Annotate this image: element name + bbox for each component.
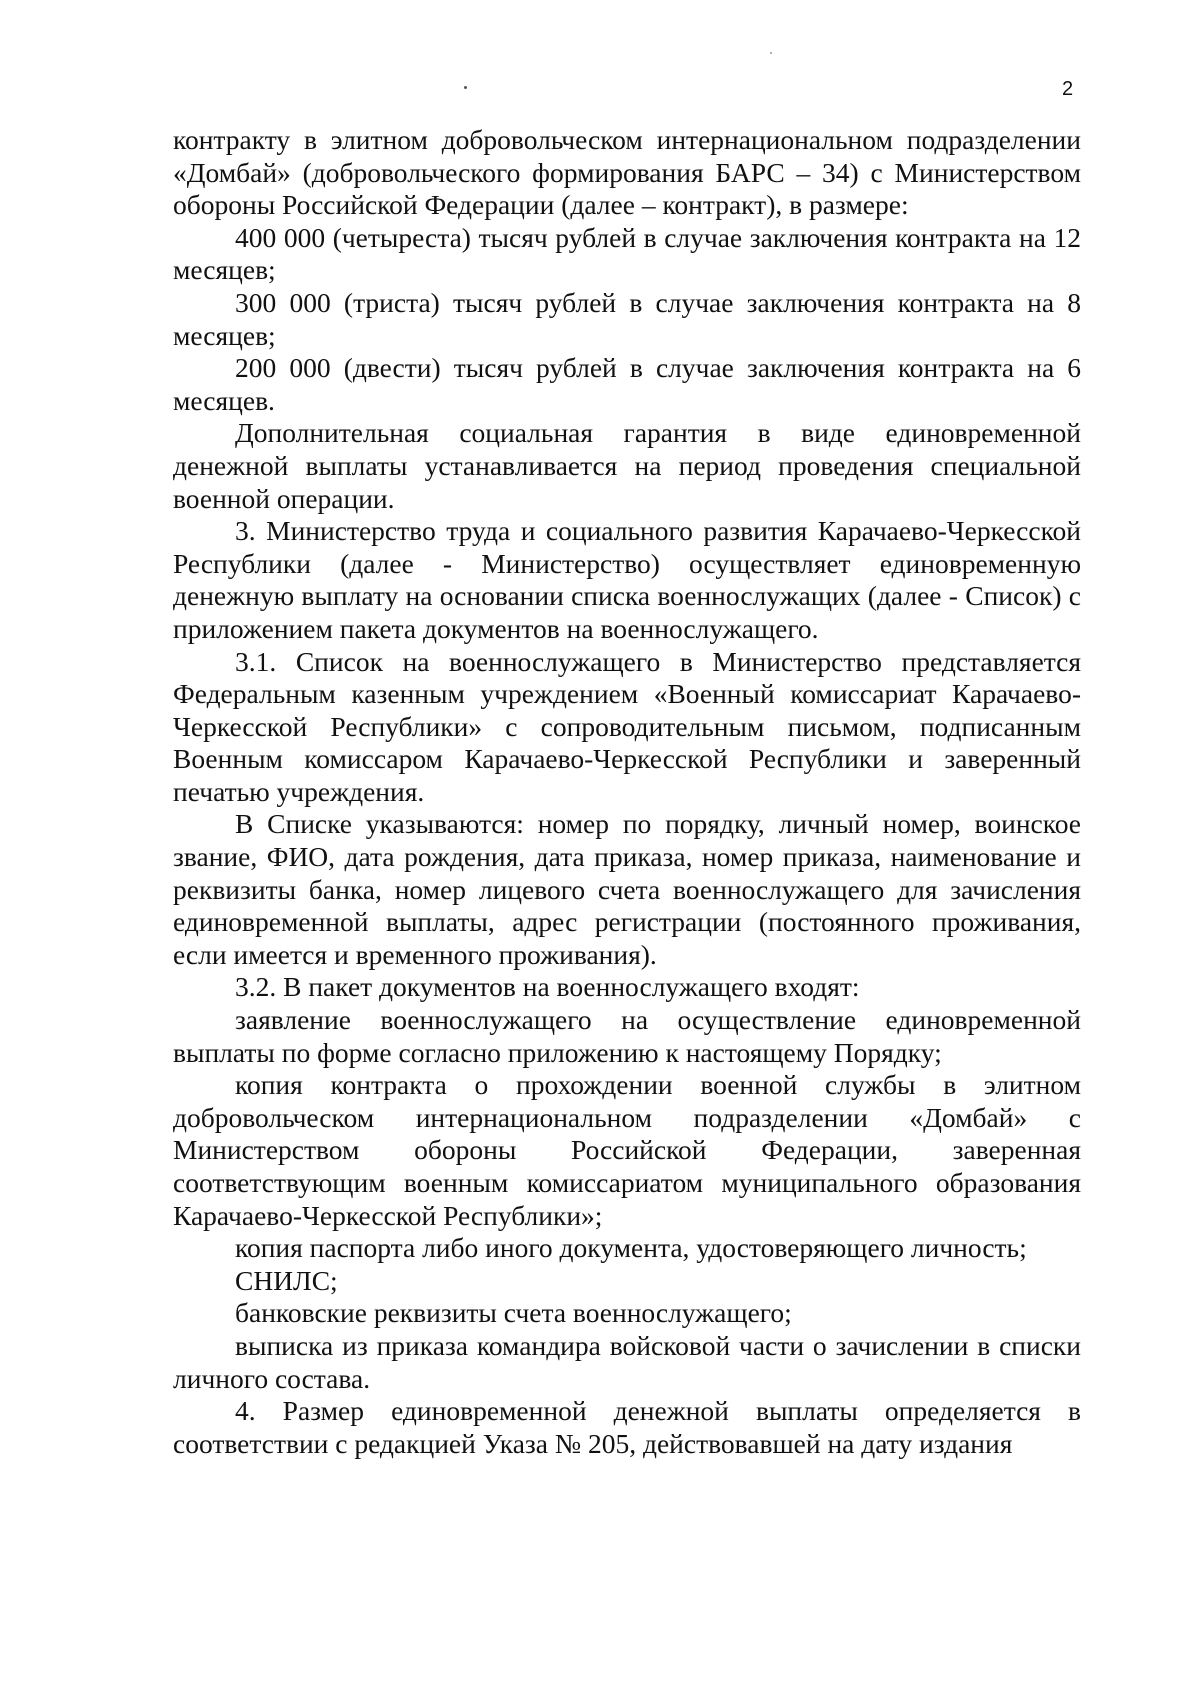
paragraph-section-4: 4. Размер единовременной денежной выплаты определяется в соответствии с редакцией Указа № 205, действовавшей на дату издания [173, 1395, 1081, 1459]
paragraph-section-3: 3. Министерство труда и социального развития Карачаево-Черкесской Республики (далее - Министерство) осуществляет единовременную денежную выплату на основании списка военнослужащих (далее - Список) с приложением пакета документов на военнослужащего. [173, 515, 1081, 644]
paragraph-payment-12-months: 400 000 (четыреста) тысяч рублей в случае заключения контракта на 12 месяцев; [173, 221, 1081, 286]
paragraph-contract-intro: контракту в элитном добровольческом интернациональном подразделении «Домбай» (добровольческого формирования БАРС – 34) с Министерством обороны Российской Федерации (далее – контракт), в размере: [173, 124, 1081, 221]
list-item-application: заявление военнослужащего на осуществление единовременной выплаты по форме согласно приложению к настоящему Порядку; [173, 1004, 1081, 1068]
paragraph-payment-6-months: 200 000 (двести) тысяч рублей в случае заключения контракта на 6 месяцев. [173, 352, 1081, 416]
paragraph-additional-guarantee: Дополнительная социальная гарантия в виде единовременной денежной выплаты устанавливается на период проведения специальной военной операции. [173, 417, 1081, 514]
list-item-snils: СНИЛС; [235, 1264, 338, 1296]
paragraph-section-3-2: 3.2. В пакет документов на военнослужащего входят: [235, 971, 860, 1003]
paragraph-list-contents: В Списке указываются: номер по порядку, личный номер, воинское звание, ФИО, дата рождения, дата приказа, номер приказа, наименование и реквизиты банка, номер лицевого счета военнослужащего для зачисления единовременной выплаты, адрес регистрации (постоянного проживания, если имеется и временного проживания). [173, 808, 1081, 970]
list-item-contract-copy: копия контракта о прохождении военной службы в элитном добровольческом интернациональном подразделении «Домбай» с Министерством обороны Российской Федерации, заверенная соответствующим военным комиссариатом муниципального образования Карачаево-Черкесской Республики»; [173, 1069, 1081, 1231]
list-item-passport-copy: копия паспорта либо иного документа, удостоверяющего личность; [235, 1232, 1027, 1264]
scan-speck [464, 86, 467, 89]
paragraph-section-3-1: 3.1. Список на военнослужащего в Министерство представляется Федеральным казенным учреждением «Военный комиссариат Карачаево-Черкесской Республики» с сопроводительным письмом, подписанным Военным комиссаром Карачаево-Черкесской Республики и заверенный печатью учреждения. [173, 645, 1081, 807]
scan-speck [770, 52, 772, 54]
list-item-order-extract: выписка из приказа командира войсковой части о зачислении в списки личного состава. [173, 1329, 1081, 1394]
paragraph-payment-8-months: 300 000 (триста) тысяч рублей в случае заключения контракта на 8 месяцев; [173, 286, 1081, 351]
page-number: 2 [1062, 78, 1074, 100]
document-body [173, 124, 1081, 1460]
list-item-bank-details: банковские реквизиты счета военнослужащего; [235, 1297, 792, 1329]
